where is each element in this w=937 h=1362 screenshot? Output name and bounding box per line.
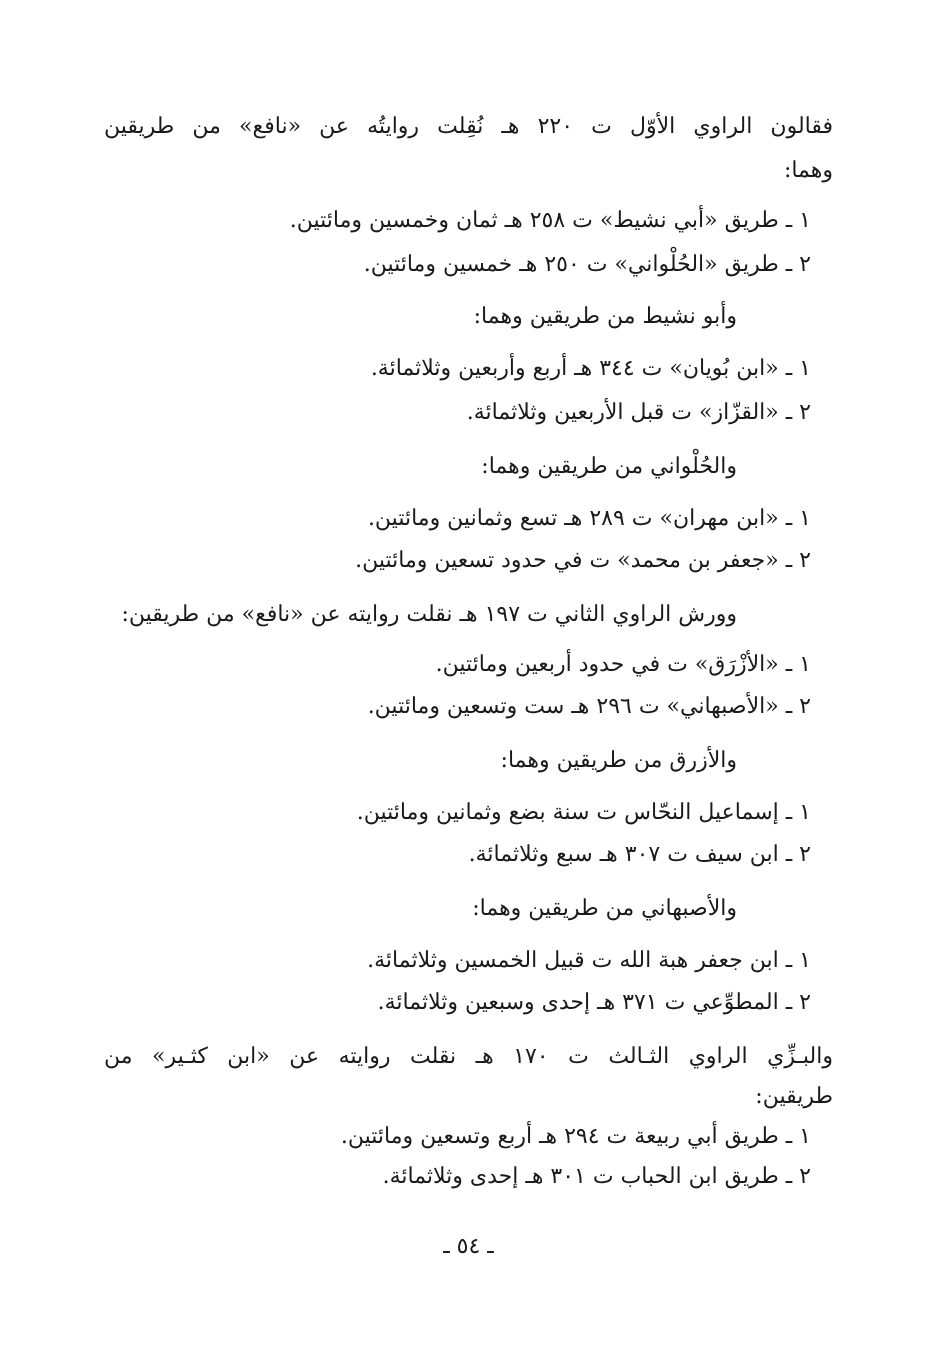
page-number: ـ ٥٤ ـ (443, 1234, 494, 1259)
list-item: ٢ ـ طريق «الحُلْواني» ت ٢٥٠ هـ خمسين ومائتين. (363, 252, 811, 277)
section-heading-asbahani: والأصبهاني من طريقين وهما: (472, 896, 737, 921)
section-heading-hulwani: والحُلْواني من طريقين وهما: (481, 454, 737, 479)
list-item: ١ ـ إسماعيل النحّاس ت سنة بضع وثمانين ومائتين. (356, 800, 811, 825)
list-item: ١ ـ «ابن مهران» ت ٢٨٩ هـ تسع وثمانين ومائتين. (367, 506, 811, 531)
list-item: ٢ ـ ابن سيف ت ٣٠٧ هـ سبع وثلاثمائة. (468, 842, 811, 867)
paragraph-bazzi-intro: والبـزِّي الراوي الثـالث ت ١٧٠ هـ نقلت روايته عن «ابن كثـير» من (104, 1044, 833, 1069)
list-item: ١ ـ «الأزْرَق» ت في حدود أربعين ومائتين. (435, 652, 811, 677)
list-item: ١ ـ «ابن بُويان» ت ٣٤٤ هـ أربع وأربعين وثلاثمائة. (370, 356, 811, 381)
list-item: ١ ـ طريق «أبي نشيط» ت ٢٥٨ هـ ثمان وخمسين ومائتين. (289, 208, 811, 233)
list-item: ٢ ـ طريق ابن الحباب ت ٣٠١ هـ إحدى وثلاثمائة. (382, 1164, 811, 1189)
list-item: ٢ ـ المطوِّعي ت ٣٧١ هـ إحدى وسبعين وثلاثمائة. (377, 990, 811, 1015)
list-item: ٢ ـ «القزّاز» ت قبل الأربعين وثلاثمائة. (466, 400, 811, 425)
list-item: ١ ـ طريق أبي ربيعة ت ٢٩٤ هـ أربع وتسعين ومائتين. (340, 1124, 811, 1149)
list-item: ٢ ـ «الأصبهاني» ت ٢٩٦ هـ ست وتسعين ومائتين. (367, 694, 811, 719)
list-item: ٢ ـ «جعفر بن محمد» ت في حدود تسعين ومائتين. (355, 548, 811, 573)
paragraph-qalun-intro: فقالون الراوي الأوّل ت ٢٢٠ هـ نُقِلت روايتُه عن «نافع» من طريقين (104, 114, 834, 139)
section-heading-abu-nashit: وأبو نشيط من طريقين وهما: (473, 304, 737, 329)
paragraph-qalun-intro-continued: وهما: (783, 158, 833, 183)
section-heading-azraq: والأزرق من طريقين وهما: (500, 748, 737, 773)
paragraph-warsh-intro: وورش الراوي الثاني ت ١٩٧ هـ نقلت روايته عن «نافع» من طريقين: (121, 602, 737, 627)
paragraph-bazzi-intro-continued: طريقين: (755, 1084, 833, 1109)
list-item: ١ ـ ابن جعفر هبة الله ت قبيل الخمسين وثلاثمائة. (367, 948, 811, 973)
